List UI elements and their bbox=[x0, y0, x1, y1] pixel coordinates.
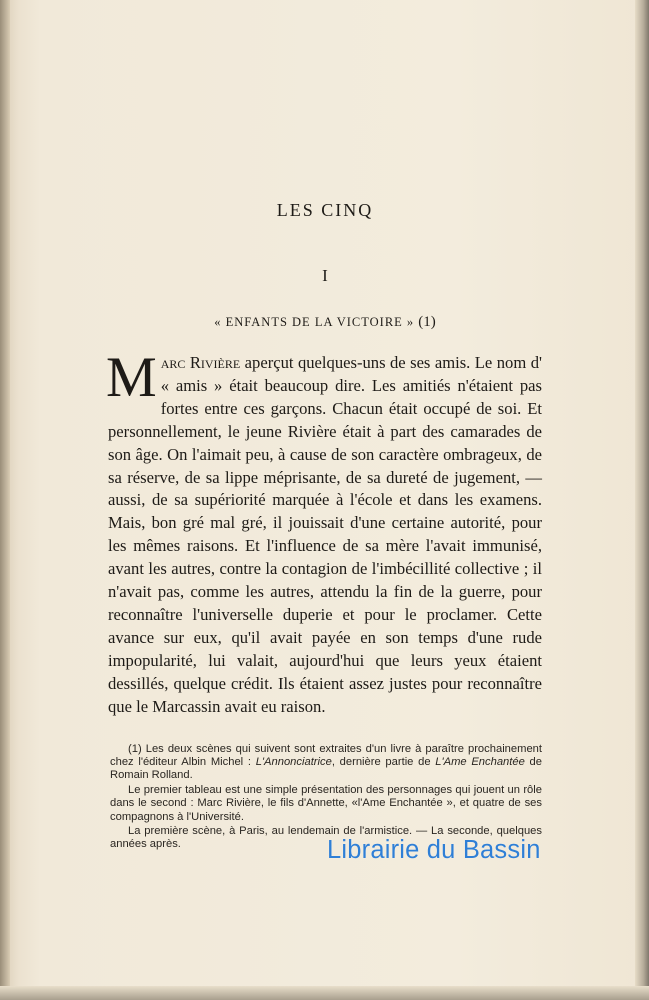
section-title bbox=[108, 314, 542, 331]
footnote-1-text: (1) Les deux scènes qui suivent sont extraites d'un livre à paraître prochainement chez l'éditeur Albin Michel : bbox=[110, 742, 542, 768]
body-paragraph bbox=[106, 346, 543, 719]
footnote-1-book-title: L'Annonciatrice bbox=[255, 755, 332, 768]
chapter-title: LES CINQ bbox=[276, 200, 374, 220]
paragraph-text: aperçut quelques-uns de ses amis. Le nom d' « amis » était beaucoup dire. Les amitiés n'étaient pas fortes entre ces garçons. Chacun était occupé de soi. Et personnellement, le jeune Rivière était à part des camarades de son âge. On l'aimait peu, à cause de son caractère ombrageux, de sa réserve, de sa lippe méprisante, de sa dureté de jugement, — aussi, de sa supériorité marquée à l'école et dans les examens. Mais, bon gré mal gré, il jouissait d'une certaine autorité, pour les mêmes raisons. Et l'influence de sa mère l'avait immunisé, avant les autres, contre la contagion de l'imbécillité collective ; il n'avait pas, comme les autres, attendu la fin de la guerre, pour reconnaître l'universelle duperie et pour le proclamer. Cette avance sur eux, qu'il avait payée en son temps d'une rude impopularité, lui valait, aujourd'hui que leurs yeux étaient dessillés, quelque crédit. Ils étaient assez justes pour reconnaître que le Marcassin avait eu raison. bbox=[108, 353, 543, 716]
section-title-text: « ENFANTS DE LA VICTOIRE » bbox=[214, 315, 415, 329]
page-right-edge bbox=[635, 0, 649, 1000]
section-numeral: I bbox=[322, 266, 328, 285]
drop-cap: M bbox=[106, 346, 157, 409]
footnote-1-text-2: , dernière partie de bbox=[331, 755, 436, 768]
footnote-2: Le premier tableau est une simple présentation des personnages qui jouent un rôle dans le second : Marc Rivière, le fils d'Annette, «l'Ame Enchantée », et quatre de ses compagnons à l'Université. bbox=[110, 783, 542, 823]
page-content bbox=[108, 200, 542, 852]
footnote-1-work-title: L'Ame Enchantée bbox=[435, 755, 525, 768]
footnote-1 bbox=[110, 743, 542, 783]
page-left-edge bbox=[0, 0, 10, 1000]
footnote-3: La première scène, à Paris, au lendemain de l'armistice. — La seconde, quelques années après. bbox=[110, 824, 542, 851]
page-bottom-edge bbox=[0, 986, 649, 1000]
lead-smallcaps: arc Rivière bbox=[160, 353, 241, 372]
footnote-1-text-3: de Romain Rolland. bbox=[110, 755, 542, 782]
watermark-text: Librairie du Bassin bbox=[327, 836, 541, 864]
footnote-reference: (1) bbox=[418, 314, 436, 330]
